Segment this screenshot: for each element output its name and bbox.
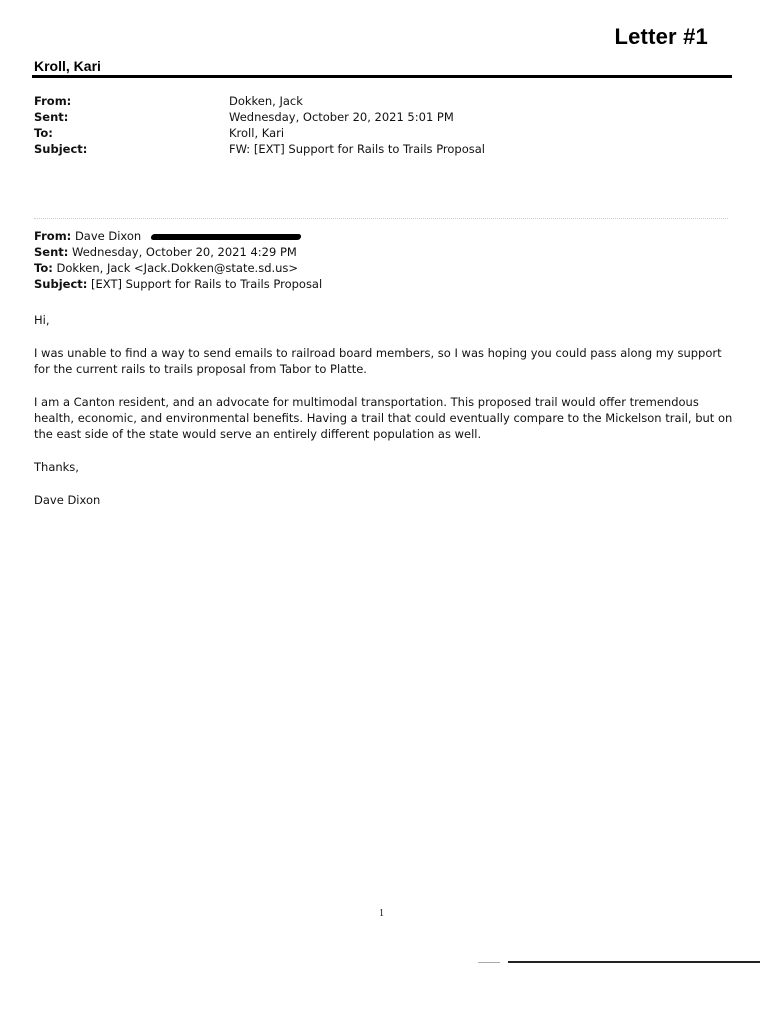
outer-sent-label: Sent: xyxy=(34,110,69,124)
fwd-from-value: Dave Dixon xyxy=(74,229,142,243)
letter-label: Letter #1 xyxy=(614,24,708,49)
outer-to-row xyxy=(34,125,485,141)
body-paragraph-1: I was unable to find a way to send emails to railroad board members, so I was hoping you could pass along my support for the current rails to trails proposal from Tabor to Platte. xyxy=(34,346,722,376)
outer-to-value: Kroll, Kari xyxy=(229,126,285,140)
outer-sent-row xyxy=(34,109,485,125)
outer-sent-value: Wednesday, October 20, 2021 5:01 PM xyxy=(229,110,454,124)
outer-subject-row xyxy=(34,141,485,157)
fwd-to-row xyxy=(34,260,322,276)
fwd-sent-value: Wednesday, October 20, 2021 4:29 PM xyxy=(72,245,297,259)
closing: Thanks, xyxy=(34,460,79,474)
email-body xyxy=(34,312,734,525)
greeting: Hi, xyxy=(34,313,50,327)
fwd-from-row xyxy=(34,228,322,244)
fwd-from-label: From: xyxy=(34,229,72,243)
outer-from-label: From: xyxy=(34,94,72,108)
fwd-to-label: To: xyxy=(34,261,53,275)
outer-email-header xyxy=(34,93,485,157)
outer-to-label: To: xyxy=(34,126,53,140)
outer-subject-value: FW: [EXT] Support for Rails to Trails Proposal xyxy=(229,142,486,156)
fwd-subject-value: [EXT] Support for Rails to Trails Proposal xyxy=(91,277,323,291)
redacted-email-address xyxy=(150,234,301,240)
forwarded-email-header xyxy=(34,228,322,292)
footer-rule-faint xyxy=(478,962,500,963)
signature: Dave Dixon xyxy=(34,493,101,507)
fwd-subject-row xyxy=(34,276,322,292)
body-paragraph-2: I am a Canton resident, and an advocate for multimodal transportation. This proposed trail would offer tremendous health, economic, and environmental benefits. Having a trail that could eventually compare to the Mickelson trail, but on the east side of the state would serve an entirely different population as well. xyxy=(34,395,733,441)
fwd-to-value: Dokken, Jack <Jack.Dokken@state.sd.us> xyxy=(56,261,299,275)
owner-divider xyxy=(32,75,732,78)
fwd-sent-label: Sent: xyxy=(34,245,69,259)
footer-rule xyxy=(508,961,760,963)
fwd-sent-row xyxy=(34,244,322,260)
outer-from-value: Dokken, Jack xyxy=(229,94,303,108)
page-number: 1 xyxy=(379,908,384,919)
outer-subject-label: Subject: xyxy=(34,142,88,156)
outer-from-row xyxy=(34,93,485,109)
forward-separator xyxy=(34,218,728,219)
fwd-subject-label: Subject: xyxy=(34,277,88,291)
mailbox-owner-name: Kroll, Kari xyxy=(34,58,101,74)
